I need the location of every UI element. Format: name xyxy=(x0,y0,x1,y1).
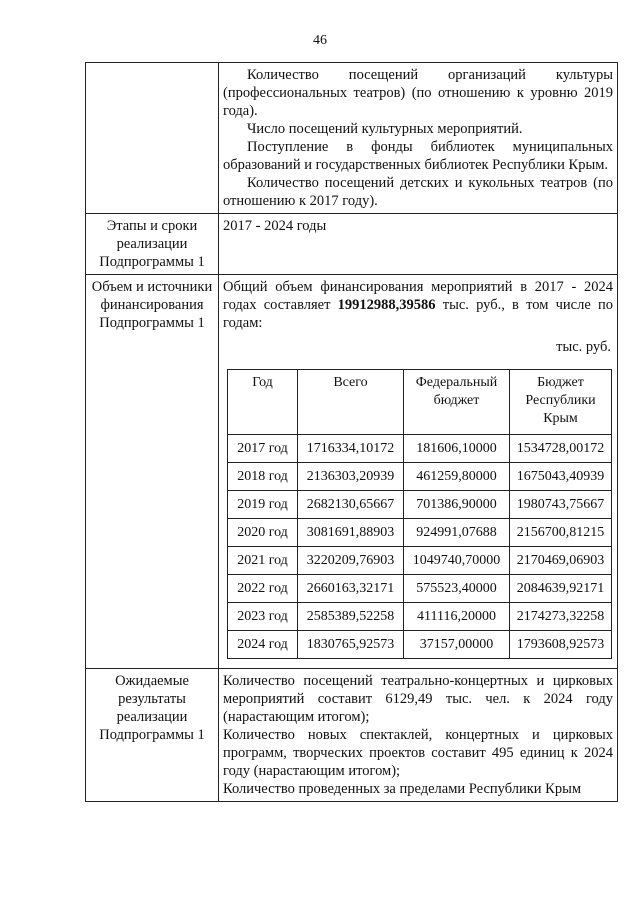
financing-table-row xyxy=(228,435,612,463)
regional-cell: 2084639,92171 xyxy=(510,575,612,603)
target-item: Число посещений культурных мероприятий. xyxy=(247,121,523,137)
financing-unit: тыс. руб. xyxy=(556,339,611,355)
federal-cell: 575523,40000 xyxy=(404,575,510,603)
year-cell: 2019 год xyxy=(228,491,298,519)
regional-cell: 1534728,00172 xyxy=(510,435,612,463)
financing-table-header xyxy=(228,370,612,435)
financing-text-before: Общий объем финансирования мероприятий в 2017 - 2024 годах составляет xyxy=(223,279,613,313)
result-item: Количество посещений театрально-концертных и цирковых мероприятий составит 6129,49 тыс. чел. к 2024 году (нарастающим итогом); xyxy=(223,673,613,725)
financing-table-row xyxy=(228,575,612,603)
financing-table-row xyxy=(228,631,612,659)
financing-table-row xyxy=(228,491,612,519)
federal-cell: 461259,80000 xyxy=(404,463,510,491)
target-item: Количество посещений организаций культуры (профессиональных театров) (по отношению к уровню 2019 года). xyxy=(223,67,613,119)
year-cell: 2024 год xyxy=(228,631,298,659)
federal-cell: 411116,20000 xyxy=(404,603,510,631)
regional-cell: 2174273,32258 xyxy=(510,603,612,631)
year-cell: 2021 год xyxy=(228,547,298,575)
total-cell: 3081691,88903 xyxy=(298,519,404,547)
row-financing xyxy=(86,275,618,669)
total-cell: 1716334,10172 xyxy=(298,435,404,463)
row-stages xyxy=(86,214,618,275)
federal-cell: 37157,00000 xyxy=(404,631,510,659)
target-item: Количество посещений детских и кукольных театров (по отношению к 2017 году). xyxy=(223,175,613,209)
page-number: 46 xyxy=(313,33,327,48)
financing-table-row xyxy=(228,463,612,491)
financing-table-row xyxy=(228,547,612,575)
federal-cell: 181606,10000 xyxy=(404,435,510,463)
passport-table xyxy=(85,62,618,802)
year-cell: 2017 год xyxy=(228,435,298,463)
total-cell: 2682130,65667 xyxy=(298,491,404,519)
total-cell: 2136303,20939 xyxy=(298,463,404,491)
stages-text: 2017 - 2024 годы xyxy=(223,218,327,234)
row-results xyxy=(86,669,618,802)
results-content xyxy=(219,669,618,802)
year-cell: 2020 год xyxy=(228,519,298,547)
financing-table-row xyxy=(228,519,612,547)
total-cell: 3220209,76903 xyxy=(298,547,404,575)
regional-cell: 1980743,75667 xyxy=(510,491,612,519)
regional-cell: 1793608,92573 xyxy=(510,631,612,659)
total-cell: 2585389,52258 xyxy=(298,603,404,631)
federal-cell: 924991,07688 xyxy=(404,519,510,547)
financing-total: 19912988,39586 xyxy=(337,297,436,313)
stages-label: Этапы и сроки реализации Подпрограммы 1 xyxy=(86,214,219,275)
targets-label xyxy=(86,63,219,214)
year-cell: 2022 год xyxy=(228,575,298,603)
result-item: Количество новых спектаклей, концертных и цирковых программ, творческих проектов составит 495 единиц к 2024 году (нарастающим итогом); xyxy=(223,727,613,779)
row-targets xyxy=(86,63,618,214)
result-item: Количество проведенных за пределами Республики Крым xyxy=(223,781,581,797)
financing-label: Объем и источники финансирования Подпрограммы 1 xyxy=(86,275,219,669)
regional-cell: 2170469,06903 xyxy=(510,547,612,575)
total-cell: 1830765,92573 xyxy=(298,631,404,659)
federal-cell: 1049740,70000 xyxy=(404,547,510,575)
results-label: Ожидаемые результаты реализации Подпрограммы 1 xyxy=(86,669,219,802)
financing-text-after: тыс. руб., в том числе по годам: xyxy=(223,297,613,331)
financing-table xyxy=(227,369,612,659)
total-cell: 2660163,32171 xyxy=(298,575,404,603)
header-regional: Бюджет Республики Крым xyxy=(510,370,612,435)
financing-table-row xyxy=(228,603,612,631)
year-cell: 2018 год xyxy=(228,463,298,491)
financing-table-body xyxy=(228,435,612,659)
header-total: Всего xyxy=(298,370,404,435)
federal-cell: 701386,90000 xyxy=(404,491,510,519)
header-federal: Федеральный бюджет xyxy=(404,370,510,435)
year-cell: 2023 год xyxy=(228,603,298,631)
regional-cell: 2156700,81215 xyxy=(510,519,612,547)
targets-content xyxy=(219,63,618,214)
target-item: Поступление в фонды библиотек муниципальных образований и государственных библиотек Республики Крым. xyxy=(223,139,613,173)
financing-summary xyxy=(223,278,613,332)
stages-content xyxy=(219,214,618,275)
header-year: Год xyxy=(228,370,298,435)
financing-content xyxy=(219,275,618,669)
regional-cell: 1675043,40939 xyxy=(510,463,612,491)
